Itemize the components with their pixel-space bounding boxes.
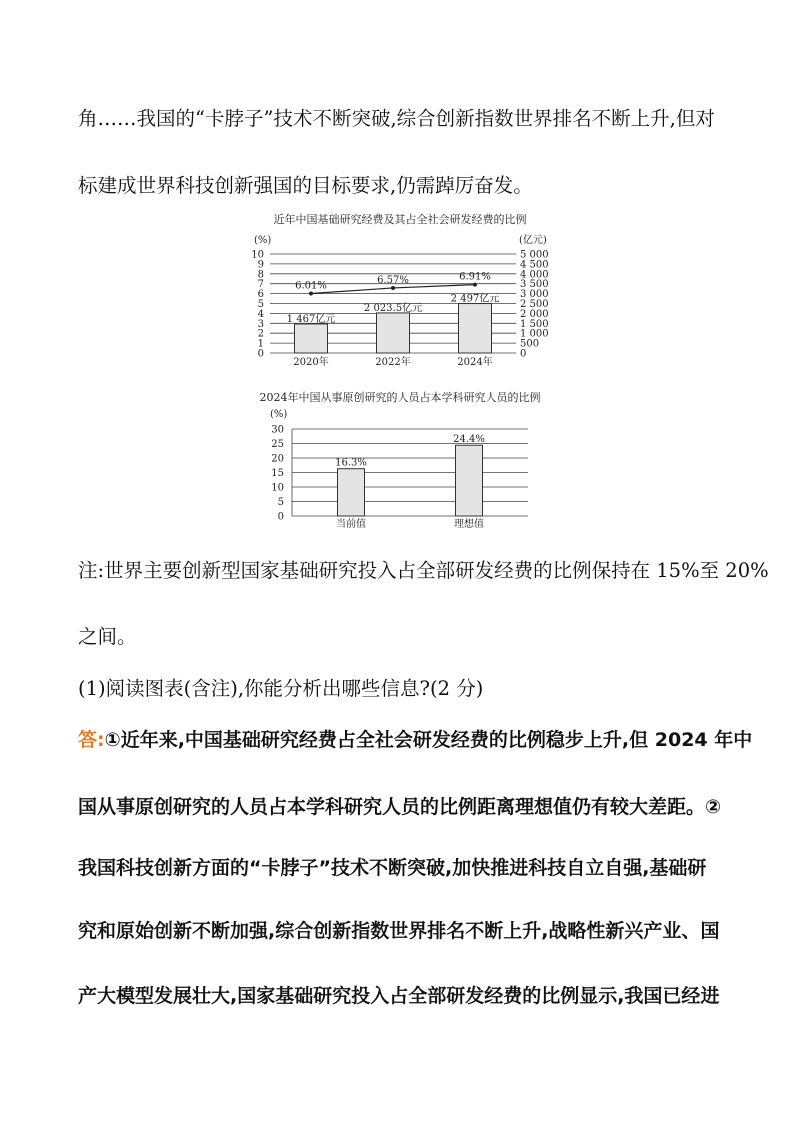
chart1-right-tick: 2 500 [520,299,549,310]
chart1-left-tick: 9 [257,259,264,271]
chart2-category-label: 当前值 [336,519,366,528]
chart1-category-label: 2020年 [293,357,329,368]
chart1-bar [377,313,410,353]
chart1-bar-label: 1 467亿元 [286,313,336,325]
chart2-left-tick: 25 [271,439,284,450]
chart1-line-label: 6.57% [377,274,409,286]
chart-original-researchers [0,388,800,528]
chart1-right-tick: 500 [520,338,540,350]
chart1-right-tick: 2 000 [520,308,549,320]
chart2-left-tick: 20 [271,453,284,465]
chart1-line-label: 6.91% [459,271,491,283]
chart1-left-tick: 8 [257,269,264,281]
paragraph-line-2: 标建成世界科技创新强国的目标要求,仍需踔厉奋发。 [78,174,533,197]
chart2-bar-label: 24.4% [453,434,485,446]
chart1-category-label: 2022年 [375,357,411,368]
chart1-left-tick: 10 [251,249,264,261]
answer-line-3: 我国科技创新方面的“卡脖子”技术不断突破,加快推进科技自立自强,基础研 [78,857,707,879]
chart2-left-unit: (%) [270,409,288,420]
note-line-2: 之间。 [78,625,137,648]
chart-research-funding [0,210,800,370]
chart1-right-tick: 5 000 [520,249,549,261]
chart1-left-tick: 7 [257,279,264,291]
chart1-right-tick: 1 500 [520,318,549,330]
chart2-left-tick: 30 [271,424,284,436]
chart2-left-tick: 10 [271,482,284,494]
answer-text-1: ①近年来,中国基础研究经费占全社会研发经费的比例稳步上升,但 2024 年中 [104,729,753,751]
chart1-line-point [473,283,477,287]
chart1-bar [459,304,492,353]
chart2-bar-label: 16.3% [335,457,367,469]
chart1-line-label: 6.01% [295,280,327,292]
chart1-left-unit: (%) [254,235,272,246]
chart2-bar [456,445,483,516]
answer-label: 答: [78,729,105,751]
chart1-line-point [391,286,395,290]
chart1-right-tick: 1 000 [520,328,549,340]
answer-line-2: 国从事原创研究的人员占本学科研究人员的比例距离理想值仍有较大差距。② [78,796,722,818]
chart1-right-tick: 3 500 [520,279,549,291]
chart1-title: 近年中国基础研究经费及其占全社会研发经费的比例 [273,213,527,226]
chart1-bar [295,324,328,353]
question-text: (1)阅读图表(含注),你能分析出哪些信息?(2 分) [78,677,484,700]
chart2-category-label: 理想值 [454,519,484,528]
chart1-left-tick: 5 [257,299,264,310]
chart1-bar-label: 2 023.5亿元 [363,302,423,314]
chart2-left-tick: 5 [277,497,284,508]
chart1-right-tick: 4 000 [520,269,549,281]
chart2-left-tick: 15 [271,468,284,479]
answer-line-1 [78,725,752,752]
paragraph-line-1: 角……我国的“卡脖子”技术不断突破,综合创新指数世界排名不断上升,但对 [78,107,715,130]
answer-line-4: 究和原始创新不断加强,综合创新指数世界排名不断上升,战略性新兴产业、国 [78,920,720,942]
chart1-right-tick: 4 500 [520,259,549,271]
chart1-right-unit: (亿元) [519,235,547,246]
chart1-right-tick: 3 000 [520,289,549,301]
chart1-left-tick: 1 [257,338,264,350]
chart1-left-tick: 4 [257,308,264,320]
chart2-title: 2024年中国从事原创研究的人员占本学科研究人员的比例 [259,391,541,404]
chart1-line-point [309,292,313,296]
chart2-left-tick: 0 [277,511,284,523]
chart1-left-tick: 3 [257,318,264,330]
chart1-category-label: 2024年 [457,357,493,368]
chart1-left-tick: 2 [257,328,264,340]
chart1-left-tick: 6 [257,289,264,301]
chart2-bar [338,469,365,516]
chart1-right-tick: 0 [520,348,527,360]
note-line-1: 注:世界主要创新型国家基础研究投入占全部研发经费的比例保持在 15%至 20% [78,559,769,582]
chart1-bar-label: 2 497亿元 [450,293,500,305]
chart1-left-tick: 0 [257,348,264,360]
answer-line-5: 产大模型发展壮大,国家基础研究投入占全部研发经费的比例显示,我国已经进 [78,985,720,1007]
